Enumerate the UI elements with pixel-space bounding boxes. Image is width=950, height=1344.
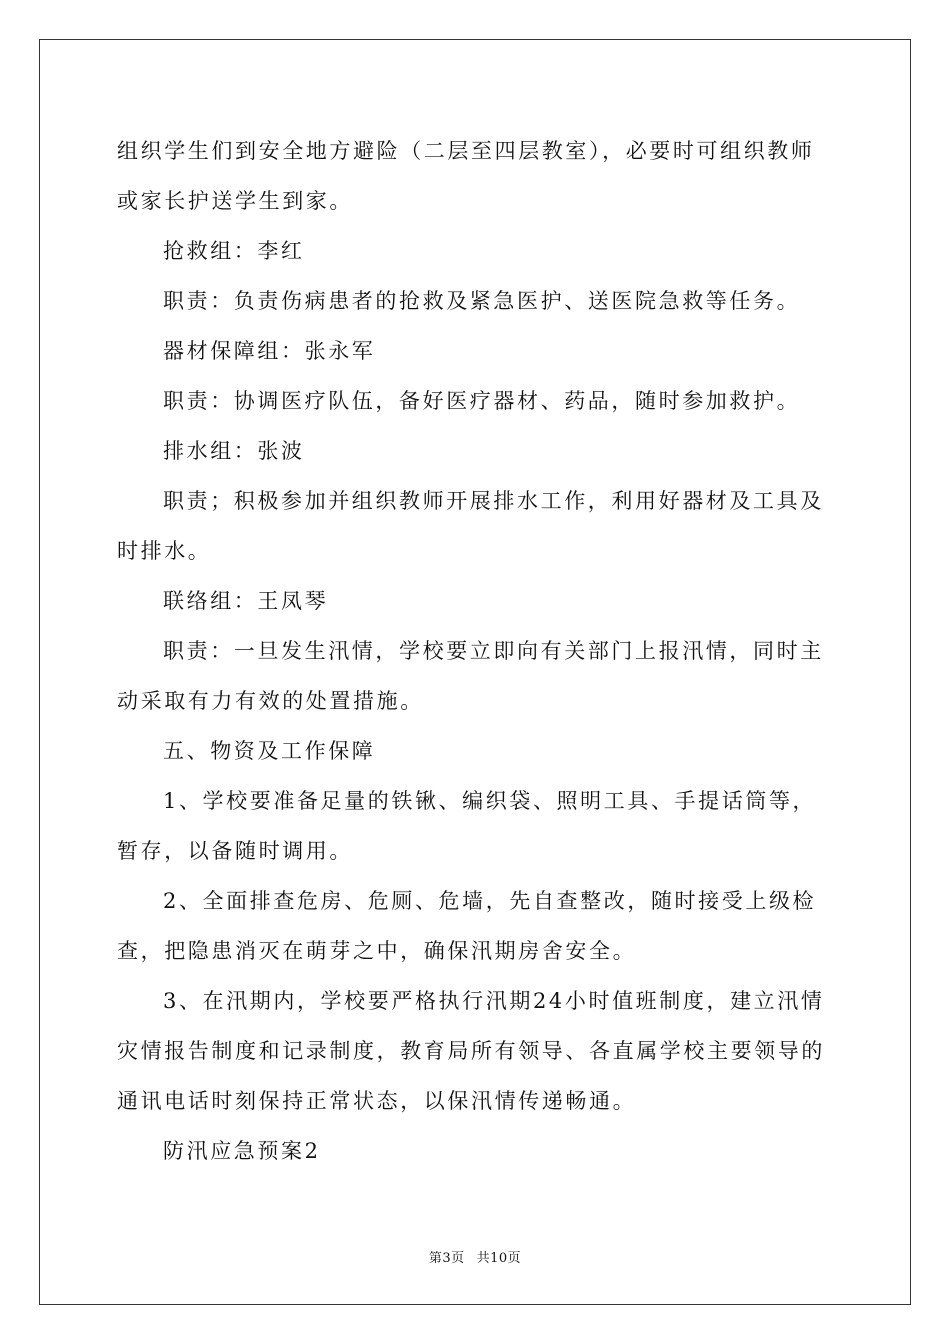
paragraph: 排水组：张波 [163, 439, 305, 463]
document-body [117, 126, 837, 1176]
page-footer [0, 1247, 950, 1266]
section-heading: 五、物资及工作保障 [163, 739, 376, 763]
section-title: 防汛应急预案2 [163, 1139, 321, 1163]
page-total: 共10页 [476, 1251, 522, 1266]
paragraph: 职责：协调医疗队伍，备好医疗器材、药品，随时参加救护。 [163, 389, 801, 413]
paragraph: 3、在汛期内，学校要严格执行汛期24小时值班制度，建立汛情灾情报告制度和记录制度，教育局所有领导、各直属学校主要领导的通讯电话时刻保持正常状态，以保汛情传递畅通。 [117, 989, 825, 1113]
paragraph: 器材保障组：张永军 [163, 339, 376, 363]
paragraph: 职责：一旦发生汛情，学校要立即向有关部门上报汛情，同时主动采取有力有效的处置措施。 [117, 639, 824, 713]
paragraph: 抢救组：李红 [163, 239, 305, 263]
paragraph: 联络组：王凤琴 [163, 589, 329, 613]
paragraph: 组织学生们到安全地方避险（二层至四层教室），必要时可组织教师或家长护送学生到家。 [117, 139, 815, 213]
paragraph: 1、学校要准备足量的铁锹、编织袋、照明工具、手提话筒等，暂存，以备随时调用。 [117, 789, 817, 863]
page-number: 第3页 [428, 1251, 465, 1266]
paragraph: 职责；积极参加并组织教师开展排水工作，利用好器材及工具及时排水。 [117, 489, 824, 563]
paragraph: 职责：负责伤病患者的抢救及紧急医护、送医院急救等任务。 [163, 289, 801, 313]
paragraph: 2、全面排查危房、危厕、危墙，先自查整改，随时接受上级检查，把隐患消灭在萌芽之中，确保汛期房舍安全。 [117, 889, 817, 963]
